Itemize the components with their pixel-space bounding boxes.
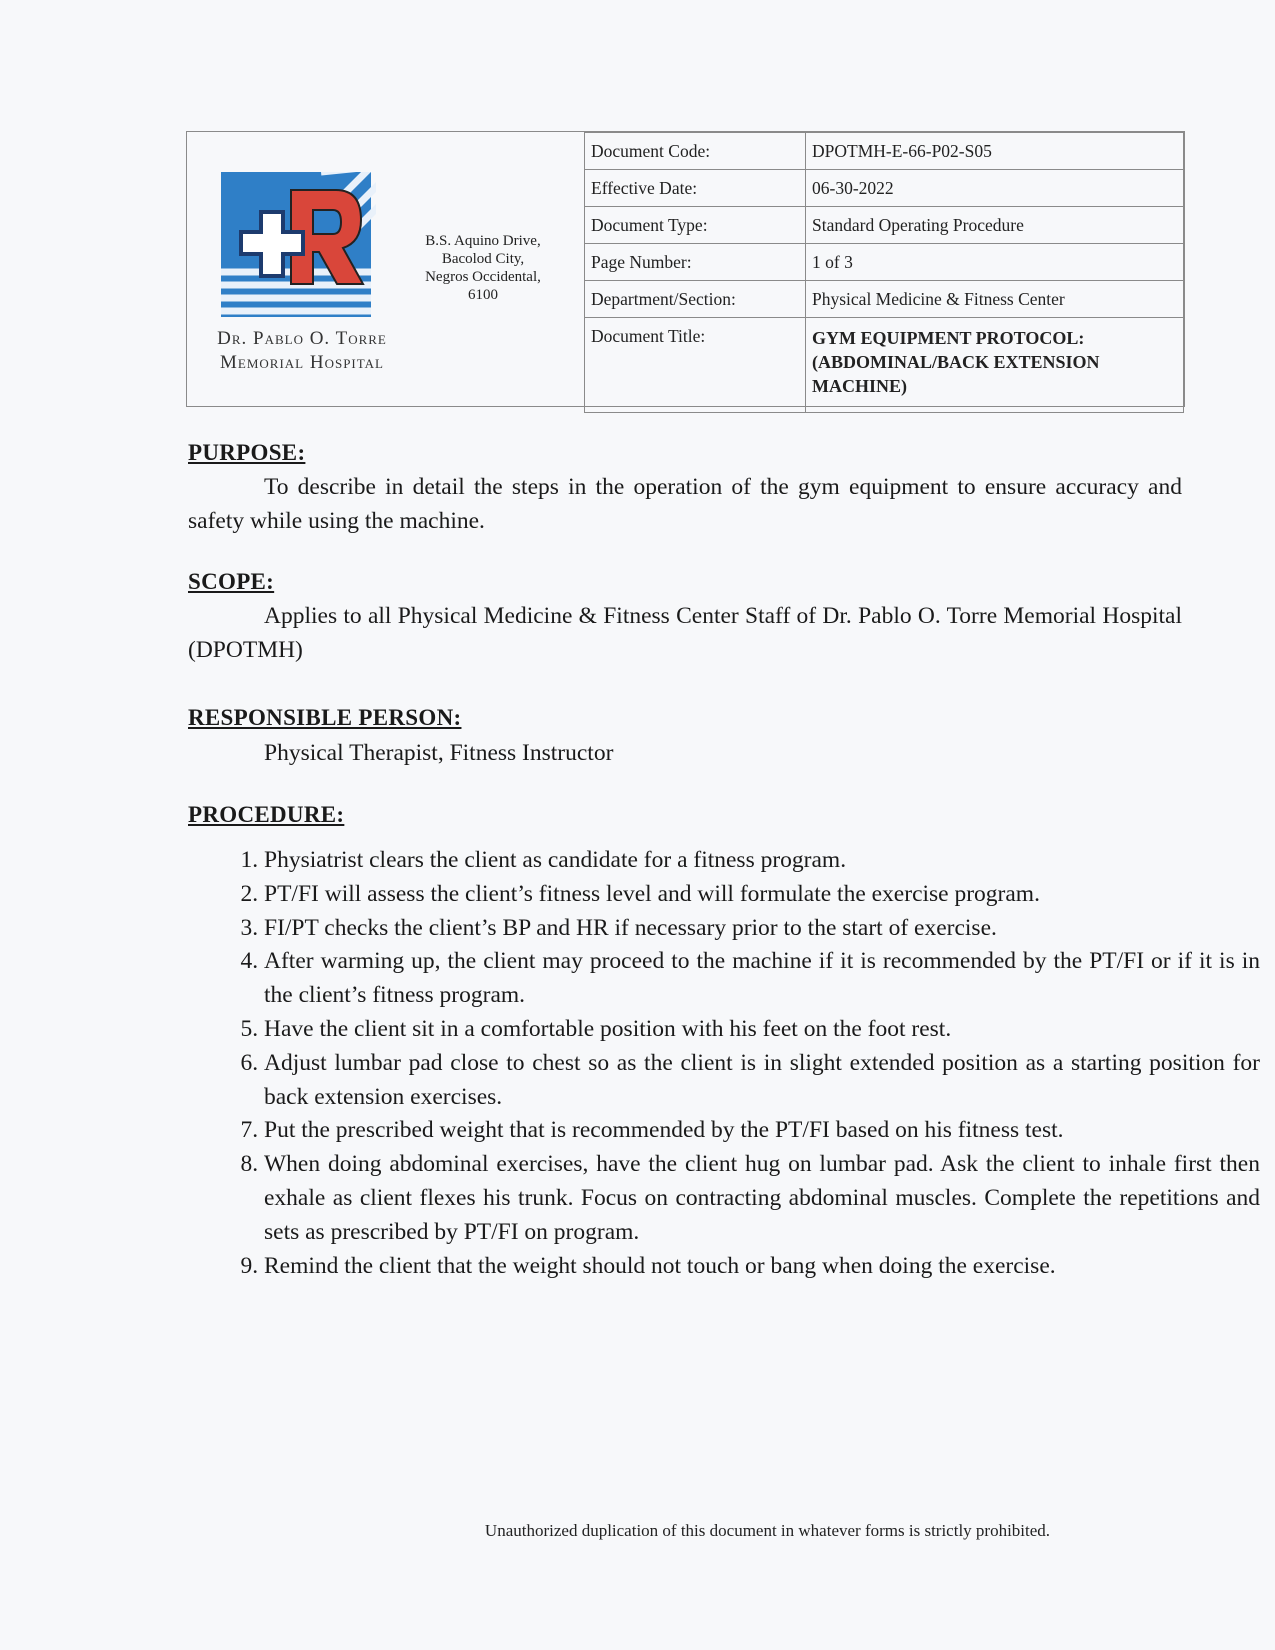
procedure-step: 3. FI/PT checks the client’s BP and HR if necessary prior to the start of exercise.	[264, 912, 1260, 946]
meta-row	[585, 244, 1184, 281]
meta-row	[585, 170, 1184, 207]
scope-text: Applies to all Physical Medicine & Fitness Center Staff of Dr. Pablo O. Torre Memorial Hospital (DPOTMH)	[188, 603, 1182, 663]
procedure-step: 8. When doing abdominal exercises, have the client hug on lumbar pad. Ask the client to inhale first then exhale as client flexes his trunk. Focus on contracting abdominal muscles. Complete the repetitions and sets as prescribed by PT/FI on program.	[264, 1148, 1260, 1249]
purpose-heading: PURPOSE:	[188, 440, 306, 465]
meta-label: Effective Date:	[585, 170, 806, 207]
meta-row	[585, 281, 1184, 318]
hospital-name-line1: Dr. Pablo O. Torre	[217, 328, 387, 349]
document-header	[186, 131, 1185, 407]
procedure-step: 4. After warming up, the client may proceed to the machine if it is recommended by the PT/FI or if it is in the client’s fitness program.	[264, 945, 1260, 1013]
meta-value: DPOTMH-E-66-P02-S05	[806, 133, 1184, 170]
address-line: B.S. Aquino Drive,	[425, 233, 541, 249]
document-title-line: MACHINE)	[812, 376, 907, 396]
meta-row	[585, 207, 1184, 244]
hospital-logo-icon	[221, 172, 376, 322]
procedure-step: 2. PT/FI will assess the client’s fitness level and will formulate the exercise program.	[264, 878, 1260, 912]
logo-cell	[187, 132, 387, 406]
meta-row-title	[585, 318, 1184, 413]
procedure-step: 9. Remind the client that the weight should not touch or bang when doing the exercise.	[264, 1250, 1260, 1284]
purpose-text: To describe in detail the steps in the operation of the gym equipment to ensure accuracy and safety while using the machine.	[188, 474, 1182, 534]
document-title-line: (ABDOMINAL/BACK EXTENSION	[812, 352, 1100, 372]
document-meta-table	[584, 132, 1184, 413]
address-line: Bacolod City,	[441, 251, 525, 267]
procedure-step: 6. Adjust lumbar pad close to chest so as the client is in slight extended position as a starting position for back extension exercises.	[264, 1047, 1260, 1115]
hospital-name	[187, 327, 417, 375]
procedure-heading: PROCEDURE:	[188, 802, 345, 827]
address-line: Negros Occidental,	[425, 269, 541, 285]
procedure-step: 7. Put the prescribed weight that is recommended by the PT/FI based on his fitness test.	[264, 1114, 1260, 1148]
document-title	[806, 318, 1184, 413]
responsible-text: Physical Therapist, Fitness Instructor	[264, 740, 614, 766]
footer-notice: Unauthorized duplication of this document in whatever forms is strictly prohibited.	[484, 1521, 1051, 1540]
meta-row	[585, 133, 1184, 170]
meta-value: Standard Operating Procedure	[806, 207, 1184, 244]
meta-value: Physical Medicine & Fitness Center	[806, 281, 1184, 318]
address-line: 6100	[468, 287, 498, 303]
meta-label: Page Number:	[585, 244, 806, 281]
procedure-step: 5. Have the client sit in a comfortable position with his feet on the foot rest.	[264, 1013, 1260, 1047]
responsible-heading: RESPONSIBLE PERSON:	[188, 705, 462, 730]
scope-heading: SCOPE:	[188, 569, 275, 594]
meta-label: Document Type:	[585, 207, 806, 244]
procedure-list	[188, 844, 1260, 1283]
meta-value: 06-30-2022	[806, 170, 1184, 207]
procedure-step: 1. Physiatrist clears the client as candidate for a fitness program.	[264, 844, 1260, 878]
meta-label: Department/Section:	[585, 281, 806, 318]
meta-value: 1 of 3	[806, 244, 1184, 281]
meta-label: Document Title:	[585, 318, 806, 413]
hospital-address	[413, 232, 553, 304]
hospital-name-line2: Memorial Hospital	[220, 352, 384, 373]
document-title-line: GYM EQUIPMENT PROTOCOL:	[812, 328, 1085, 348]
meta-label: Document Code:	[585, 133, 806, 170]
